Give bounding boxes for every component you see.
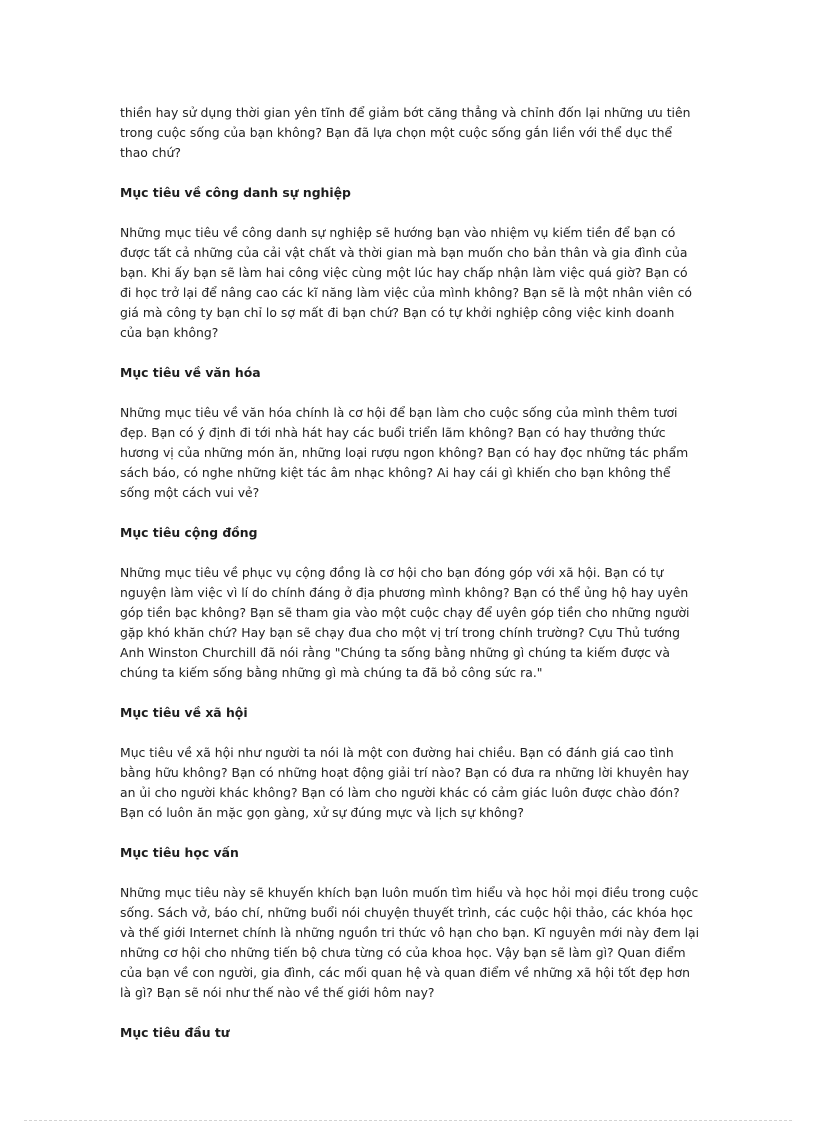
heading-career-goals: Mục tiêu về công danh sự nghiệp bbox=[120, 185, 351, 200]
page-bottom-divider bbox=[24, 1120, 792, 1121]
heading-culture-goals: Mục tiêu về văn hóa bbox=[120, 365, 261, 380]
heading-investment-goals: Mục tiêu đầu tư bbox=[120, 1025, 230, 1040]
social-goals-paragraph: Mục tiêu về xã hội như người ta nói là một con đường hai chiều. Bạn có đánh giá cao tình bằng hữu không? Bạn có những hoạt động giải trí nào? Bạn có đưa ra những lời khuyên hay an ủi cho người khác không? Bạn có làm cho người khác có cảm giác luôn được chào đón? Bạn có luôn ăn mặc gọn gàng, xử sự đúng mực và lịch sự không? bbox=[120, 745, 690, 820]
intro-paragraph: thiền hay sử dụng thời gian yên tĩnh để giảm bớt căng thẳng và chỉnh đốn lại những ưu tiên trong cuộc sống của bạn không? Bạn đã lựa chọn một cuộc sống gắn liền với thể dục thể thao chứ? bbox=[120, 105, 691, 160]
community-goals-paragraph: Những mục tiêu về phục vụ cộng đồng là cơ hội cho bạn đóng góp với xã hội. Bạn có tự nguyện làm việc vì lí do chính đáng ở địa phương mình không? Bạn có thể ủng hộ hay uyên góp tiền bạc không? Bạn sẽ tham gia vào một cuộc chạy để uyên góp tiền cho những người gặp khó khăn chứ? Hay bạn sẽ chạy đua cho một vị trí trong chính trường? Cựu Thủ tướng Anh Winston Churchill đã nói rằng "Chúng ta sống bằng những gì chúng ta kiếm được và chúng ta kiếm sống bằng những gì mà chúng ta đã bỏ công sức ra." bbox=[120, 565, 690, 680]
career-goals-paragraph: Những mục tiêu về công danh sự nghiệp sẽ hướng bạn vào nhiệm vụ kiếm tiền để bạn có được tất cả những của cải vật chất và thời gian mà bạn muốn cho bản thân và gia đình của bạn. Khi ấy bạn sẽ làm hai công việc cùng một lúc hay chấp nhận làm việc quá giờ? Bạn có đi học trở lại để nâng cao các kĩ năng làm việc của mình không? Bạn sẽ là một nhân viên có giá mà công ty bạn chỉ lo sợ mất đi bạn chứ? Bạn có tự khởi nghiệp công việc kinh doanh của bạn không? bbox=[120, 225, 692, 340]
education-goals-paragraph: Những mục tiêu này sẽ khuyến khích bạn luôn muốn tìm hiểu và học hỏi mọi điều trong cuộc sống. Sách vở, báo chí, những buổi nói chuyện thuyết trình, các cuộc hội thảo, các khóa học và thế giới Internet chính là những nguồn tri thức vô hạn cho bạn. Kĩ nguyên mới này đem lại những cơ hội cho những tiến bộ chưa từng có của khoa học. Vậy bạn sẽ làm gì? Quan điểm của bạn về con người, gia đình, các mối quan hệ và quan điểm về những xã hội tốt đẹp hơn là gì? Bạn sẽ nói như thế nào về thế giới hôm nay? bbox=[120, 885, 700, 1000]
culture-goals-paragraph: Những mục tiêu về văn hóa chính là cơ hội để bạn làm cho cuộc sống của mình thêm tươi đẹp. Bạn có ý định đi tới nhà hát hay các buổi triển lãm không? Bạn có hay thưởng thức hương vị của những món ăn, những loại rượu ngon không? Bạn có hay đọc những tác phẩm sách báo, có nghe những kiệt tác âm nhạc không? Ai hay cái gì khiến cho bạn không thể sống một cách vui vẻ? bbox=[120, 405, 689, 500]
heading-education-goals: Mục tiêu học vấn bbox=[120, 845, 239, 860]
heading-community-goals: Mục tiêu cộng đồng bbox=[120, 525, 258, 540]
heading-social-goals: Mục tiêu về xã hội bbox=[120, 705, 248, 720]
document-body bbox=[120, 103, 700, 1063]
